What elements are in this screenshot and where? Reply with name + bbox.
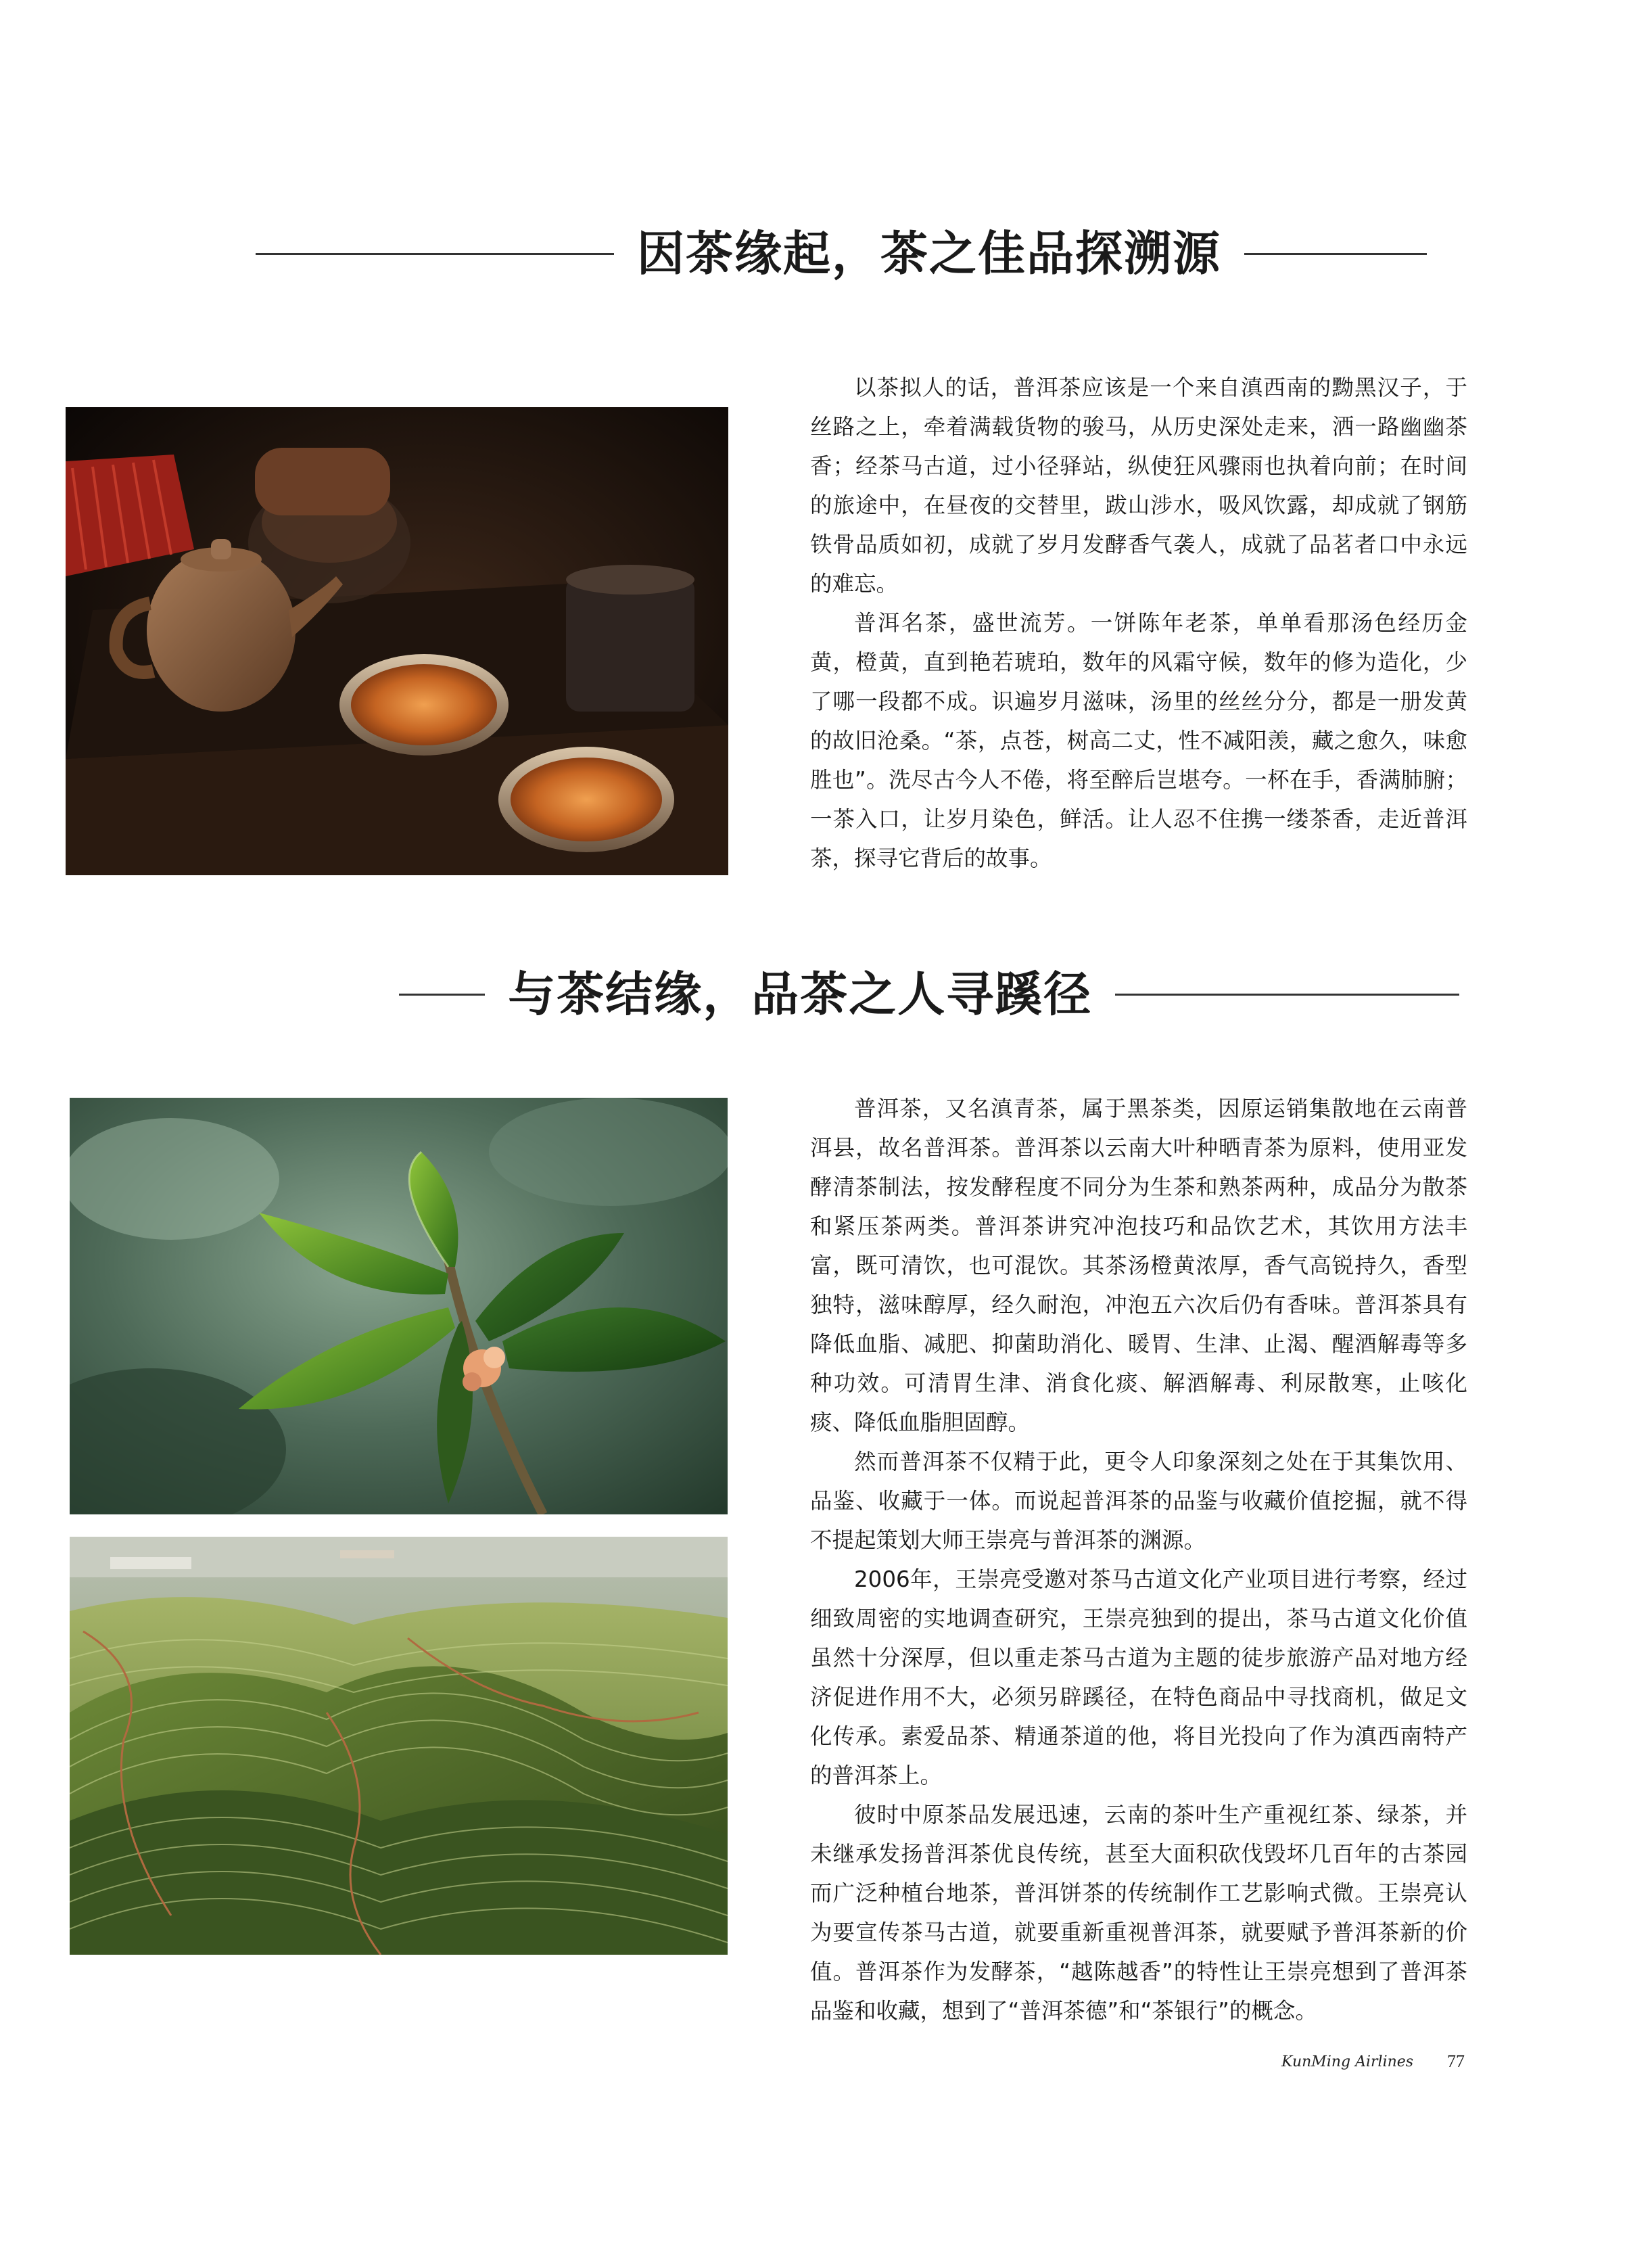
paragraph: 普洱茶，又名滇青茶，属于黑茶类，因原运销集散地在云南普洱县，故名普洱茶。普洱茶以云南大叶种晒青茶为原料，使用亚发酵清茶制法，按发酵程度不同分为生茶和熟茶两种，成品分为散茶和紧压茶两类。普洱茶讲究冲泡技巧和品饮艺术，其饮用方法丰富，既可清饮，也可混饮。其茶汤橙黄浓厚，香气高锐持久，香型独特，滋味醇厚，经久耐泡，冲泡五六次后仍有香味。普洱茶具有降低血脂、减肥、抑菌助消化、暖胃、生津、止渴、醒酒解毒等多种功效。可清胃生津、消食化痰、解酒解毒、利尿散寒，止咳化痰、降低血脂胆固醇。 [810, 1096, 1467, 1435]
section-2-body [810, 1089, 1467, 2030]
page-number: 77 [1447, 2051, 1465, 2071]
heading-rule-left [256, 253, 614, 255]
heading-rule-right [1115, 994, 1459, 996]
heading-rule-left [399, 994, 485, 996]
section-2-title: 与茶结缘，品茶之人寻蹊径 [508, 967, 1093, 1022]
paragraph: 2006年，王崇亮受邀对茶马古道文化产业项目进行考察，经过细致周密的实地调查研究，王崇亮独到的提出，茶马古道文化价值虽然十分深厚，但以重走茶马古道为主题的徒步旅游产品对地方经济促进作用不大，必须另辟蹊径，在特色商品中寻找商机，做足文化传承。素爱品茶、精通茶道的他，将目光投向了作为滇西南特产的普洱茶上。 [810, 1566, 1467, 1788]
paragraph: 以茶拟人的话，普洱茶应该是一个来自滇西南的黝黑汉子，于丝路之上，牵着满载货物的骏马，从历史深处走来，洒一路幽幽茶香；经茶马古道，过小径驿站，纵使狂风骤雨也执着向前；在时间的旅途中，在昼夜的交替里，跋山涉水，吸风饮露，却成就了钢筋铁骨品质如初，成就了岁月发酵香气袭人，成就了品茗者口中永远的难忘。 [810, 375, 1467, 597]
heading-rule-right [1244, 253, 1427, 255]
tea-leaf-photo [70, 1098, 728, 1514]
paragraph: 然而普洱茶不仅精于此，更令人印象深刻之处在于其集饮用、品鉴、收藏于一体。而说起普洱茶的品鉴与收藏价值挖掘，就不得不提起策划大师王崇亮与普洱茶的渊源。 [810, 1449, 1467, 1553]
magazine-name: KunMing Airlines [1281, 2053, 1414, 2070]
tea-terraces-photo [70, 1537, 728, 1955]
paragraph: 普洱名茶，盛世流芳。一饼陈年老茶，单单看那汤色经历金黄，橙黄，直到艳若琥珀，数年的风霜守候，数年的修为造化，少了哪一段都不成。识遍岁月滋味，汤里的丝丝分分，都是一册发黄的故旧沧桑。“茶，点苍，树高二丈，性不减阳羡，藏之愈久，味愈胜也”。洗尽古今人不倦，将至醉后岂堪夸。一杯在手，香满肺腑；一茶入口，让岁月染色，鲜活。让人忍不住携一缕茶香，走近普洱茶，探寻它背后的故事。 [810, 610, 1467, 871]
section-1-body [810, 368, 1467, 878]
tea-set-photo [66, 407, 728, 875]
section-1-heading [256, 226, 1459, 281]
section-1-title: 因茶缘起，茶之佳品探溯源 [637, 226, 1221, 281]
section-2-heading [399, 967, 1459, 1022]
paragraph: 彼时中原茶品发展迅速，云南的茶叶生产重视红茶、绿茶，并未继承发扬普洱茶优良传统，甚至大面积砍伐毁坏几百年的古茶园而广泛种植台地茶，普洱饼茶的传统制作工艺影响式微。王崇亮认为要宣传茶马古道，就要重新重视普洱茶，就要赋予普洱茶新的价值。普洱茶作为发酵茶，“越陈越香”的特性让王崇亮想到了普洱茶品鉴和收藏，想到了“普洱茶德”和“茶银行”的概念。 [810, 1802, 1467, 2024]
